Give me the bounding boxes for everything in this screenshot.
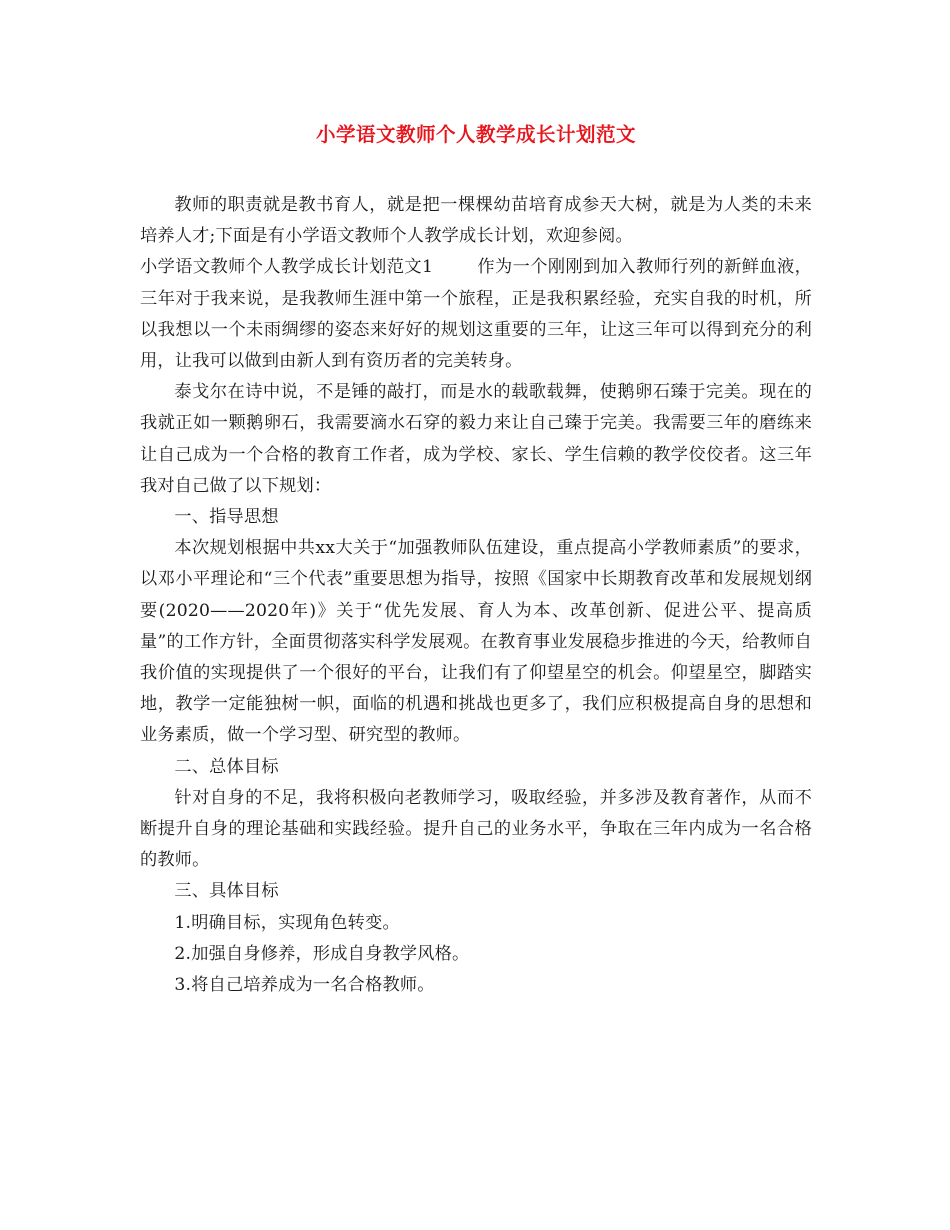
heading-overall-goal: 二、总体目标 [174,756,279,777]
intro-paragraph: 教师的职责就是教书育人，就是把一棵棵幼苗培育成参天大树，就是为人类的未来培养人才;下面是有小学语文教师个人教学成长计划，欢迎参阅。 [140,195,812,247]
document-title: 小学语文教师个人教学成长计划范文 [315,123,636,146]
paragraph-guiding-ideology: 本次规划根据中共xx大关于“加强教师队伍建设，重点提高小学教师素质”的要求，以邓小平理论和“三个代表”重要思想为指导，按照《国家中长期教育改革和发展规划纲要(2020——2020年)》关于“优先发展、育人为本、改革创新、促进公平、提高质量”的工作方针，全面贯彻落实科学发展观。在教育事业发展稳步推进的今天，给教师自我价值的实现提供了一个很好的平台，让我们有了仰望星空的机会。仰望星空，脚踏实地，教学一定能独树一帜，面临的机遇和挑战也更多了，我们应积极提高自身的思想和业务素质，做一个学习型、研究型的教师。 [140,538,812,746]
paragraph-tagore: 泰戈尔在诗中说，不是锤的敲打，而是水的载歌载舞，使鹅卵石臻于完美。现在的我就正如一颗鹅卵石，我需要滴水石穿的毅力来让自己臻于完美。我需要三年的磨练来让自己成为一个合格的教育工作者，成为学校、家长、学生信赖的教学佼佼者。这三年我对自己做了以下规划： [140,382,812,496]
goal-item: 2.加强自身修养，形成自身教学风格。 [174,943,470,964]
section-paragraph [140,252,812,377]
heading-guiding-ideology: 一、指导思想 [174,507,279,528]
goal-item: 3.将自己培养成为一名合格教师。 [174,975,435,996]
goal-item: 1.明确目标，实现角色转变。 [174,912,400,933]
section-heading: 小学语文教师个人教学成长计划范文1 [140,257,434,278]
paragraph-overall-goal: 针对自身的不足，我将积极向老教师学习，吸取经验，并多涉及教育著作，从而不断提升自身的理论基础和实践经验。提升自己的业务水平，争取在三年内成为一名合格的教师。 [140,787,812,871]
section-first-paragraph: 作为一个刚刚到加入教师行列的新鲜血液，三年对于我来说，是我教师生涯中第一个旅程，正是我积累经验，充实自我的时机，所以我想以一个未雨绸缪的姿态来好好的规划这重要的三年，让这三年可以得到充分的利用，让我可以做到由新人到有资历者的完美转身。 [140,257,812,372]
heading-specific-goals: 三、具体目标 [174,881,279,902]
document-body [140,190,812,1001]
